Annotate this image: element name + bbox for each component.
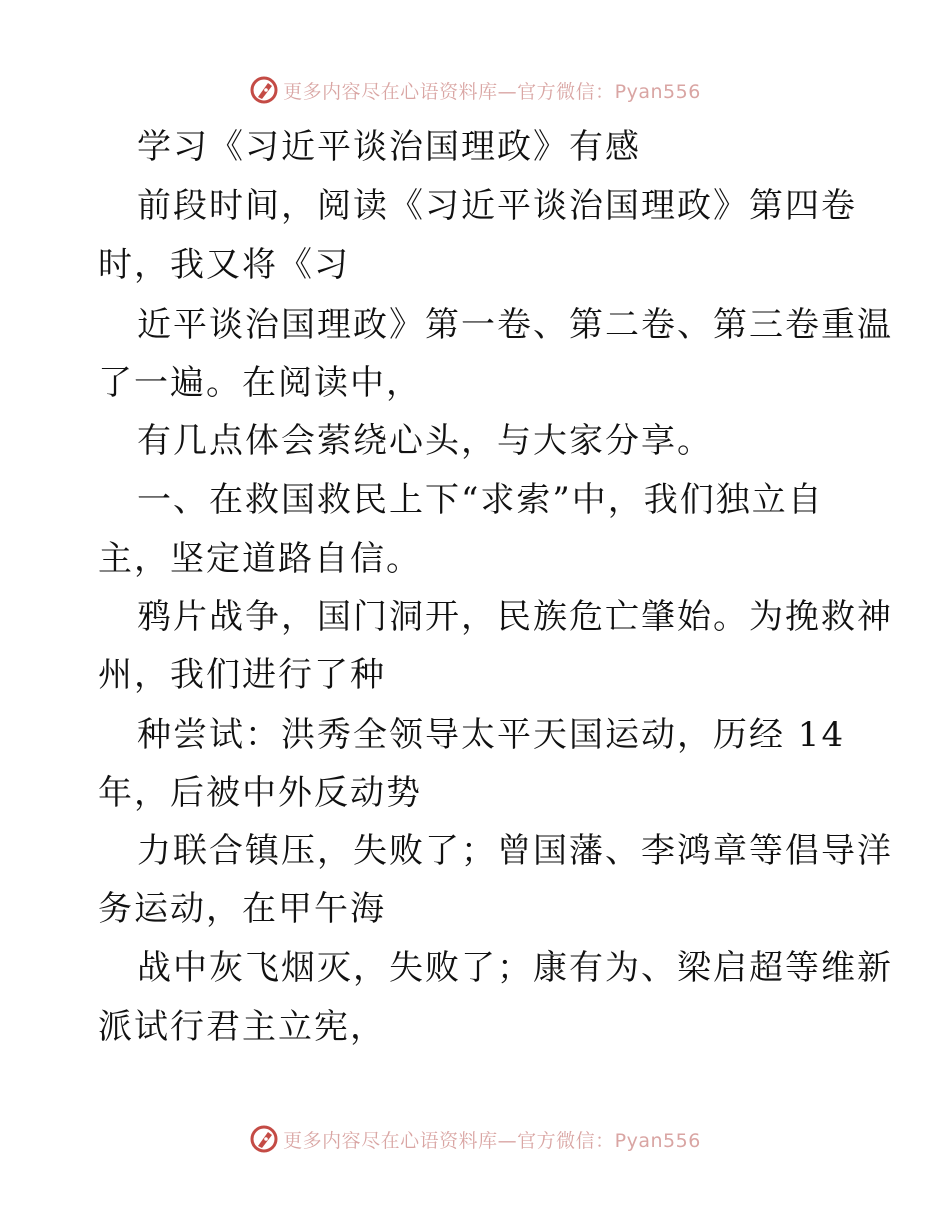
paragraph-line: 有几点体会萦绕心头，与大家分享。 [137,421,713,461]
paragraph-line: 前段时间，阅读《习近平谈治国理政》第四卷 [137,186,857,226]
watermark-text: 更多内容尽在心语资料库—官方微信：Pyan556 [283,1129,701,1152]
paragraph-line: 务运动，在甲午海 [98,889,386,929]
document-title: 学习《习近平谈治国理政》有感 [137,127,641,167]
paragraph-line: 鸦片战争，国门洞开，民族危亡肇始。为挽救神 [137,597,893,637]
header-watermark [0,72,950,108]
section-heading: 一、在救国救民上下“求索”中，我们独立自 [137,480,824,520]
paragraph-line: 近平谈治国理政》第一卷、第二卷、第三卷重温 [137,305,893,345]
watermark-text: 更多内容尽在心语资料库—官方微信：Pyan556 [283,80,701,103]
paragraph-line: 时，我又将《习 [98,245,350,285]
paragraph-line: 种尝试：洪秀全领导太平天国运动，历经 14 [137,715,846,755]
paragraph-line: 战中灰飞烟灭，失败了；康有为、梁启超等维新 [137,948,893,988]
paragraph-line: 派试行君主立宪， [98,1007,386,1047]
pen-nib-circle-icon [249,1124,279,1154]
footer-watermark [0,1121,950,1157]
section-heading: 主，坚定道路自信。 [98,539,422,579]
paragraph-line: 力联合镇压，失败了；曾国藩、李鸿章等倡导洋 [137,831,893,871]
pen-nib-circle-icon [249,75,279,105]
paragraph-line: 州，我们进行了种 [98,655,386,695]
paragraph-line: 了一遍。在阅读中， [98,363,422,403]
paragraph-line: 年，后被中外反动势 [98,773,422,813]
